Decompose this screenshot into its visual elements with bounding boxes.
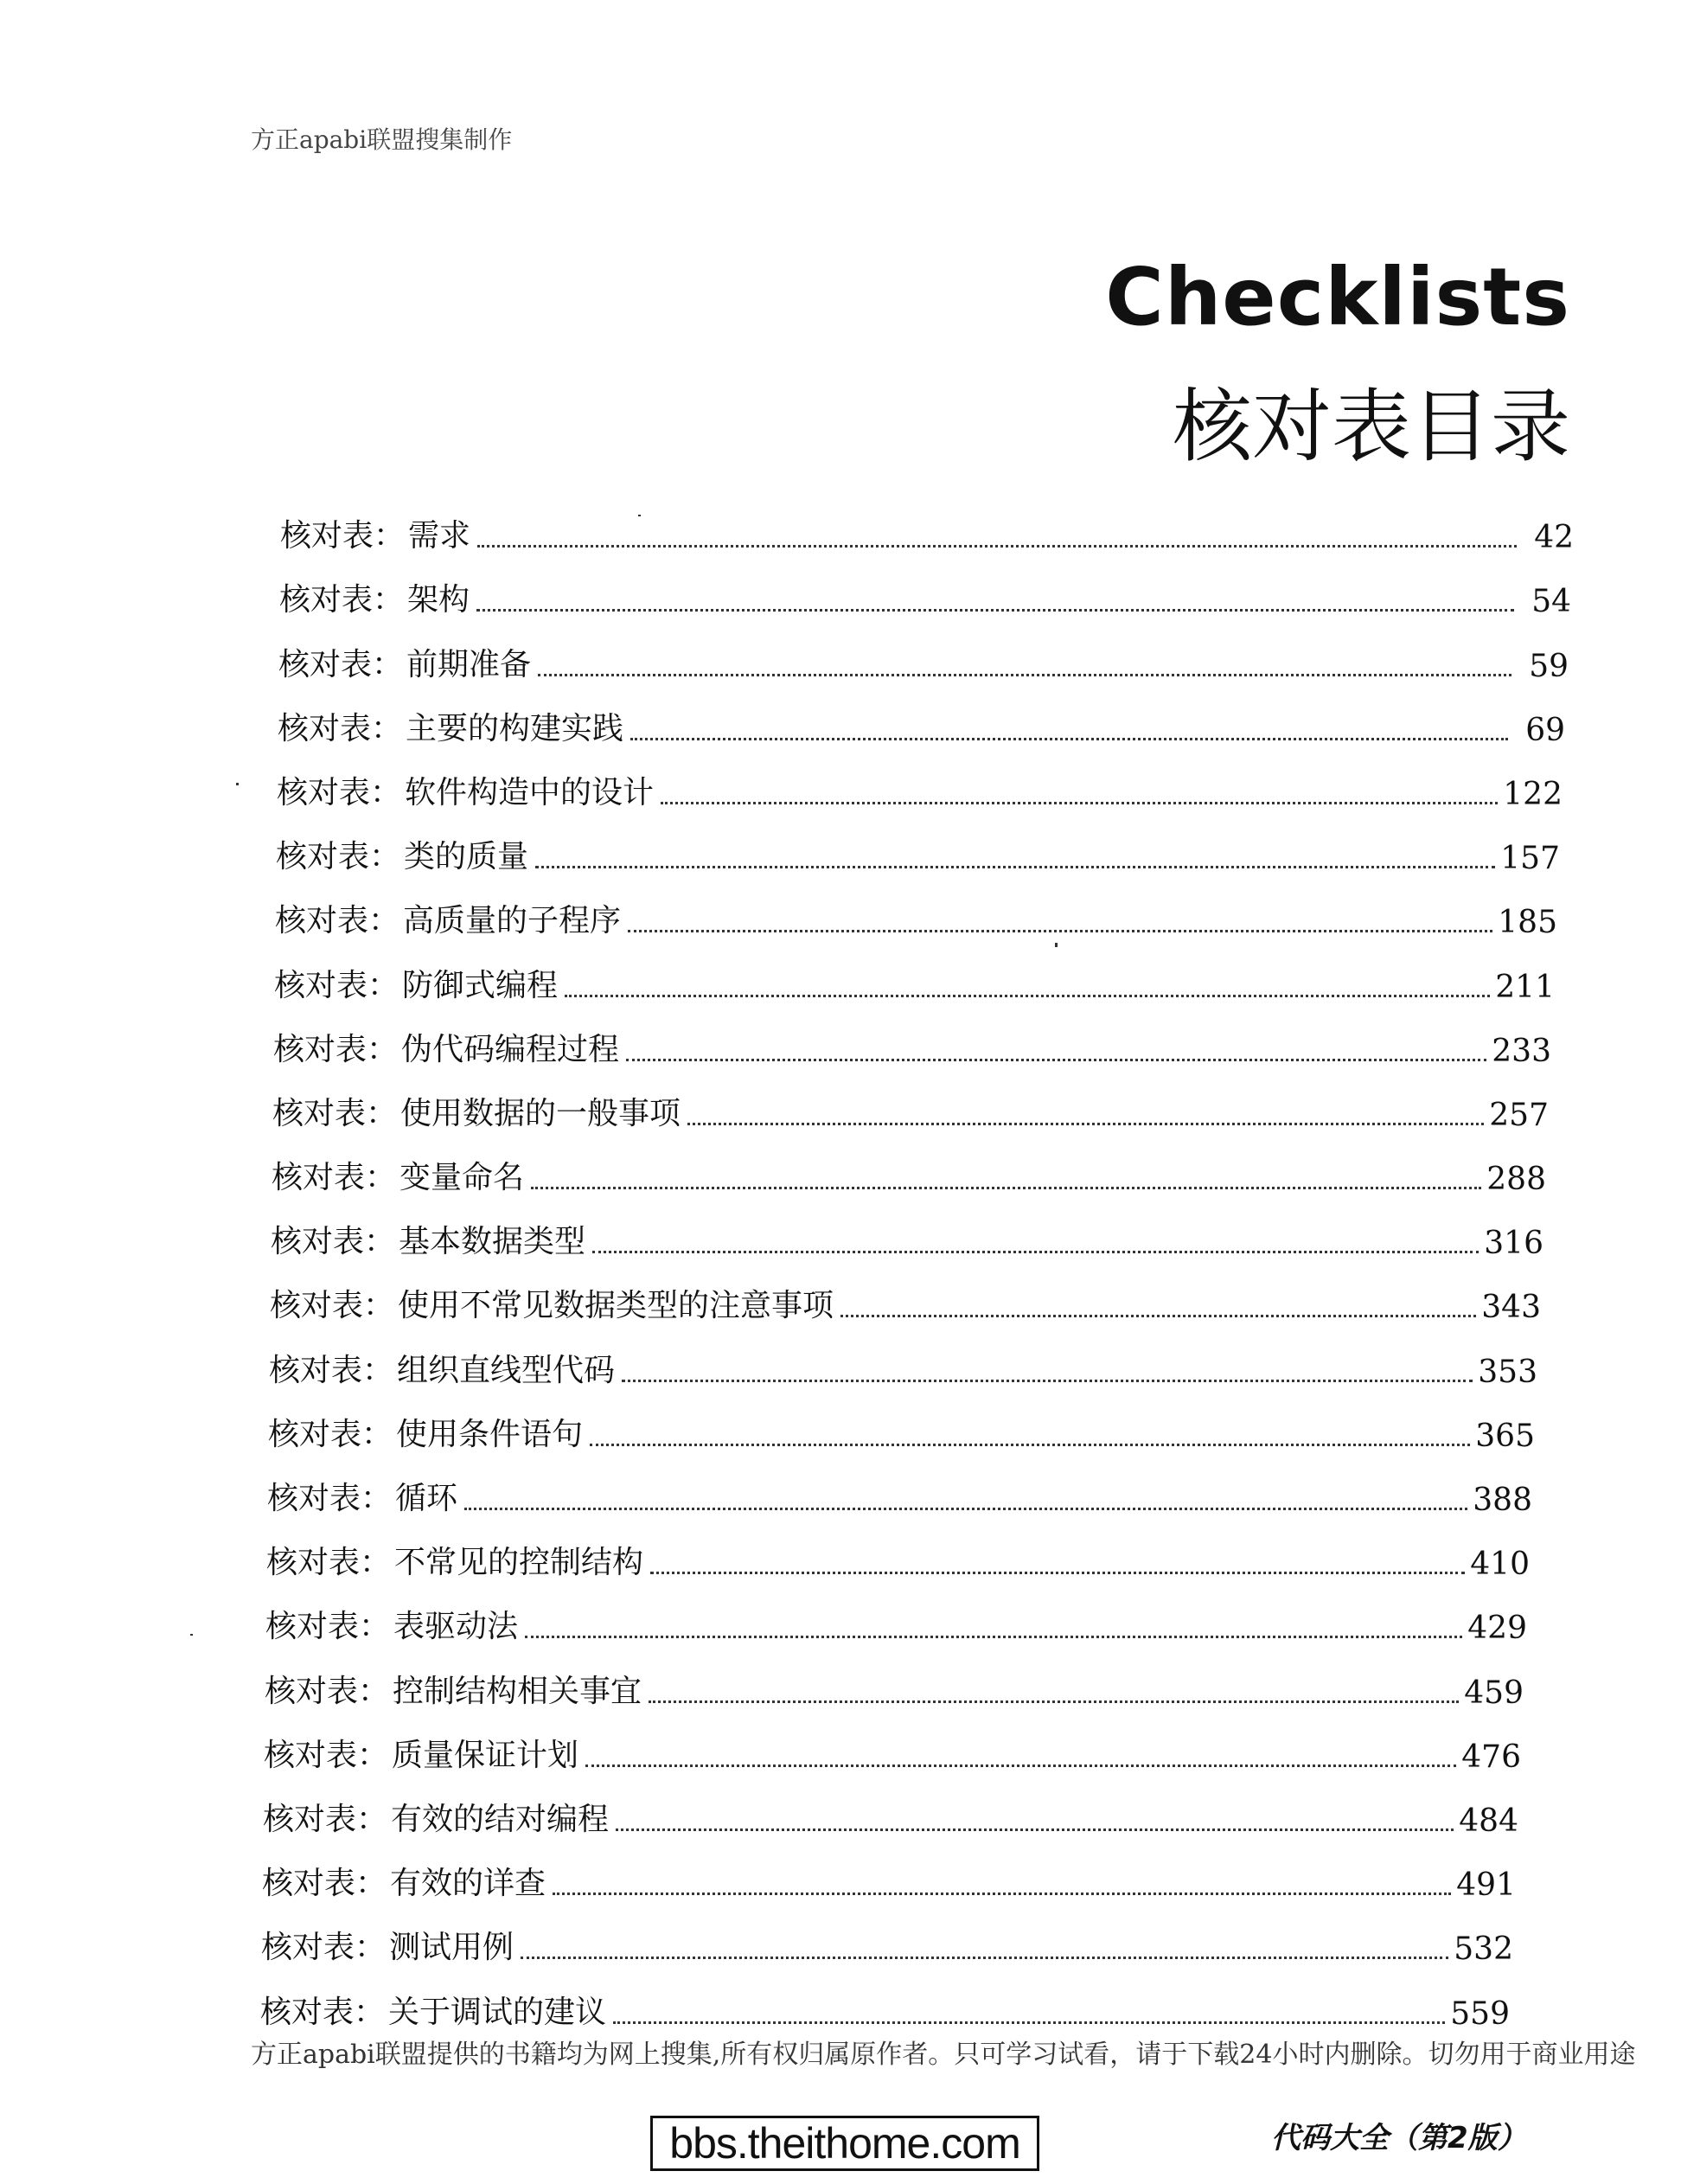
toc-row: [259, 1711, 1574, 1775]
dot-leader: [650, 1572, 1465, 1574]
toc-row: [259, 1582, 1574, 1646]
header-note: 方正apabi联盟搜集制作: [251, 125, 513, 154]
toc-page-number: 410: [1470, 1547, 1530, 1583]
toc-entry-name: 使用条件语句: [396, 1416, 584, 1452]
toc-page-number: 157: [1500, 841, 1560, 877]
toc-prefix: 核对表：: [266, 1545, 392, 1581]
toc-prefix: 核对表：: [270, 1288, 395, 1324]
toc-prefix: 核对表：: [280, 518, 406, 554]
toc-row: [259, 1390, 1574, 1454]
toc-entry-name: 测试用例: [389, 1930, 514, 1966]
page-title-english: Checklists: [1105, 251, 1570, 343]
toc-prefix: 核对表：: [279, 582, 405, 618]
toc-row: [259, 1775, 1574, 1839]
toc-row: [259, 1197, 1574, 1261]
toc-row: [259, 1967, 1574, 2031]
toc-page-number: 69: [1525, 712, 1565, 748]
site-url-label: bbs.theithome.com: [650, 2116, 1039, 2171]
toc-row: [259, 1646, 1574, 1710]
dot-leader: [525, 1636, 1462, 1638]
toc-page-number: 54: [1531, 584, 1571, 620]
toc-entry-name: 基本数据类型: [399, 1224, 586, 1260]
toc-entry-name: 使用数据的一般事项: [400, 1095, 681, 1131]
toc-row: [259, 684, 1574, 748]
toc-prefix: 核对表：: [265, 1673, 390, 1709]
toc-entry-name: 类的质量: [404, 839, 529, 875]
toc-entry-name: 主要的构建实践: [406, 710, 624, 746]
dot-leader: [565, 995, 1490, 997]
toc-page-number: 59: [1529, 648, 1569, 684]
toc-prefix: 核对表：: [278, 710, 403, 746]
toc-prefix: 核对表：: [263, 1801, 388, 1837]
dot-leader: [476, 609, 1514, 612]
toc-entry-name: 控制结构相关事宜: [393, 1673, 642, 1709]
toc-prefix: 核对表：: [271, 1224, 396, 1260]
toc-page-number: 122: [1503, 776, 1563, 812]
toc-entry-name: 伪代码编程过程: [401, 1031, 620, 1067]
toc-row: [259, 555, 1574, 619]
toc-entry-name: 使用不常见数据类型的注意事项: [398, 1288, 834, 1324]
toc-prefix: 核对表：: [267, 1481, 393, 1516]
dot-leader: [687, 1123, 1484, 1125]
dot-leader: [590, 1444, 1470, 1446]
toc-page-number: 484: [1459, 1803, 1518, 1839]
toc-entry-name: 有效的详查: [390, 1866, 546, 1902]
toc-entry-name: 有效的结对编程: [391, 1801, 610, 1837]
dot-leader: [521, 1957, 1448, 1959]
toc-prefix: 核对表：: [260, 1994, 386, 2030]
toc-page-number: 532: [1454, 1931, 1513, 1968]
toc-entry-name: 高质量的子程序: [403, 903, 622, 939]
scan-speck: [190, 1634, 193, 1636]
scan-speck: [1055, 943, 1058, 947]
toc-entry-name: 组织直线型代码: [397, 1352, 616, 1388]
dot-leader: [585, 1764, 1456, 1767]
toc-prefix: 核对表：: [276, 839, 401, 875]
toc-page-number: 459: [1464, 1675, 1524, 1711]
toc-entry-name: 软件构造中的设计: [405, 774, 655, 810]
dot-leader: [649, 1700, 1459, 1703]
footer-disclaimer: 方正apabi联盟提供的书籍均为网上搜集,所有权归属原作者。只可学习试看，请于下载24小时内删除。切勿用于商业用途: [251, 2040, 1636, 2070]
toc-entry-name: 质量保证计划: [392, 1737, 579, 1773]
scan-speck: [638, 515, 641, 516]
toc-page-number: 353: [1478, 1354, 1537, 1390]
dot-leader: [592, 1251, 1479, 1253]
toc-page-number: 476: [1461, 1739, 1521, 1775]
toc-row: [259, 1454, 1574, 1518]
toc-row: [259, 1261, 1574, 1325]
toc-page-number: 185: [1498, 905, 1557, 941]
dot-leader: [630, 738, 1508, 740]
toc-row: [259, 1839, 1574, 1903]
toc-entry-name: 前期准备: [406, 646, 532, 682]
toc-page-number: 257: [1489, 1097, 1549, 1133]
toc-page-number: 211: [1495, 969, 1555, 1005]
toc-prefix: 核对表：: [268, 1416, 393, 1452]
dot-leader: [622, 1380, 1473, 1382]
toc-entry-name: 表驱动法: [393, 1609, 519, 1645]
toc-prefix: 核对表：: [269, 1352, 394, 1388]
dot-leader: [661, 802, 1498, 804]
toc-row: [259, 1325, 1574, 1389]
toc-prefix: 核对表：: [272, 1160, 397, 1196]
toc-prefix: 核对表：: [277, 774, 402, 810]
page-title-chinese: 核对表目录: [1172, 381, 1570, 473]
toc-row: [259, 1518, 1574, 1582]
toc-prefix: 核对表：: [264, 1737, 389, 1773]
toc-prefix: 核对表：: [274, 967, 399, 1003]
toc-entry-name: 需求: [408, 518, 471, 554]
toc-row: [259, 1133, 1574, 1197]
toc-page-number: 559: [1450, 1995, 1510, 2032]
dot-leader: [464, 1508, 1467, 1510]
toc-page-number: 343: [1481, 1290, 1541, 1326]
toc-page-number: 316: [1484, 1226, 1543, 1262]
dot-leader: [538, 674, 1511, 676]
toc-entry-name: 防御式编程: [402, 967, 559, 1003]
dot-leader: [840, 1315, 1476, 1317]
dot-leader: [628, 930, 1492, 932]
toc-entry-name: 不常见的控制结构: [394, 1545, 644, 1581]
scan-speck: [236, 783, 239, 785]
toc-page-number: 288: [1486, 1162, 1546, 1198]
toc-prefix: 核对表：: [272, 1095, 398, 1131]
dot-leader: [553, 1893, 1451, 1895]
toc-page-number: 429: [1467, 1611, 1527, 1647]
toc-page-number: 233: [1492, 1033, 1551, 1069]
toc-page-number: 365: [1475, 1418, 1535, 1454]
toc-page-number: 42: [1534, 520, 1574, 556]
toc-entry-name: 变量命名: [399, 1160, 525, 1196]
toc-row: [259, 940, 1574, 1004]
toc-entry-name: 循环: [395, 1481, 458, 1516]
book-title: 代码大全（第2版）: [1271, 2121, 1527, 2155]
toc-entry-name: 架构: [407, 582, 470, 618]
toc-prefix: 核对表：: [261, 1930, 387, 1966]
toc-row: [259, 1903, 1574, 1967]
toc-row: [259, 812, 1574, 876]
toc-prefix: 核对表：: [265, 1609, 391, 1645]
toc-prefix: 核对表：: [278, 646, 404, 682]
toc-page-number: 491: [1456, 1867, 1516, 1904]
toc-page-number: 388: [1473, 1483, 1532, 1518]
dot-leader: [626, 1059, 1486, 1061]
toc-row: [259, 619, 1574, 683]
dot-leader: [613, 2021, 1445, 2024]
toc-row: [259, 1005, 1574, 1069]
toc-prefix: 核对表：: [262, 1866, 387, 1902]
toc-prefix: 核对表：: [275, 903, 400, 939]
dot-leader: [477, 545, 1517, 548]
toc-row: [259, 1069, 1574, 1133]
toc-row: [259, 876, 1574, 940]
toc-entry-name: 关于调试的建议: [388, 1994, 607, 2030]
checklist-toc: [259, 491, 1574, 2032]
dot-leader: [616, 1829, 1454, 1831]
toc-row: [259, 491, 1574, 555]
dot-leader: [535, 866, 1495, 868]
toc-row: [259, 748, 1574, 812]
dot-leader: [531, 1187, 1481, 1189]
toc-prefix: 核对表：: [273, 1031, 399, 1067]
